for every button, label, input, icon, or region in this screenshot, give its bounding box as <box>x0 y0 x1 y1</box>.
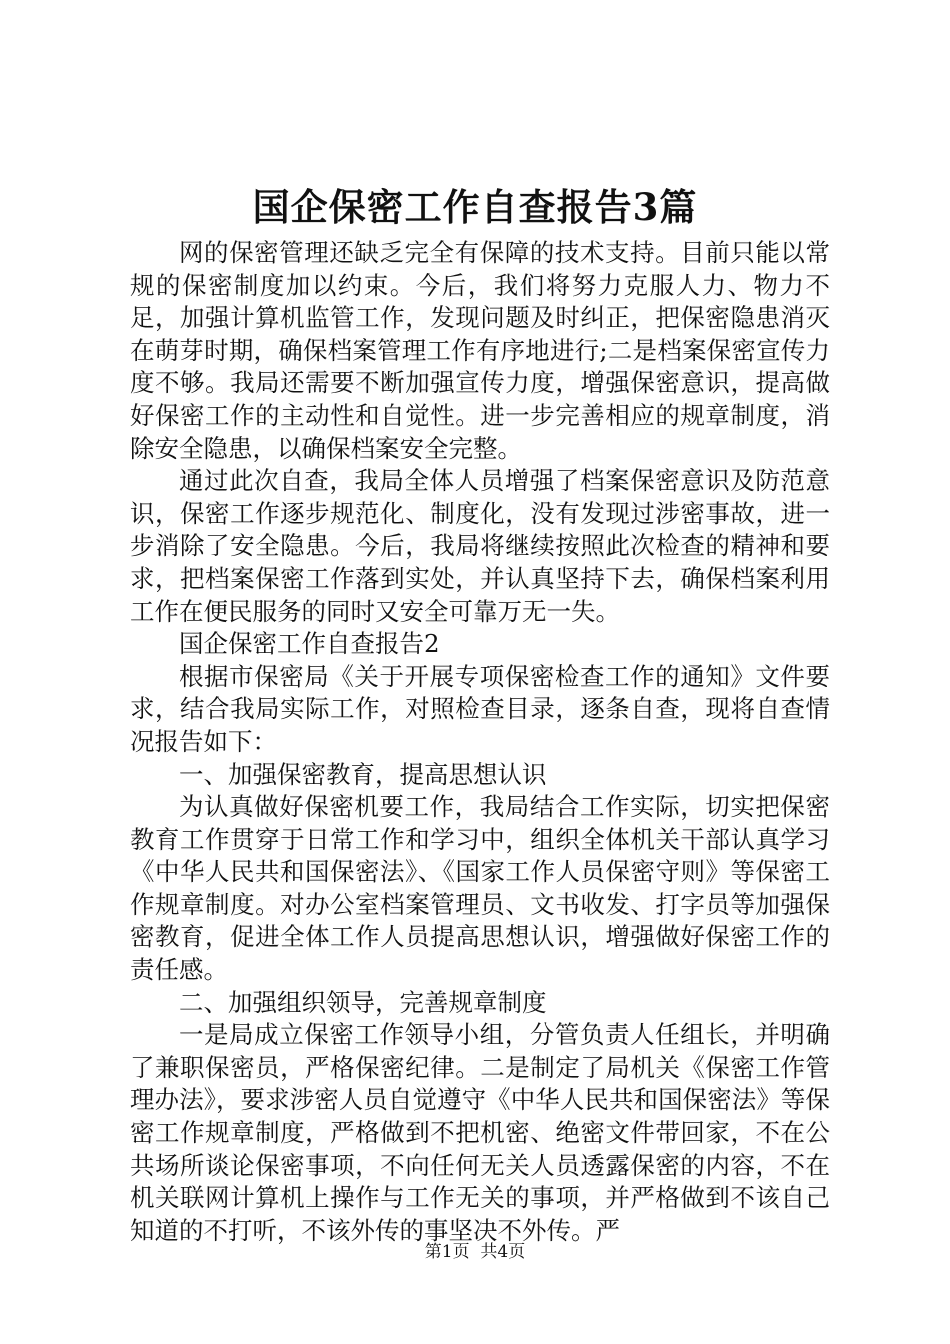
document-body <box>130 237 830 1247</box>
page-number: 第1页 <box>424 1242 470 1262</box>
paragraph: 为认真做好保密机要工作，我局结合工作实际，切实把保密教育工作贯穿于日常工作和学习中，组织全体机关干部认真学习《中华人民共和国保密法》、《国家工作人员保密守则》等保密工作规章制度。对办公室档案管理员、文书收发、打字员等加强保密教育，促进全体工作人员提高思想认识，增强做好保密工作的责任感。 <box>130 792 830 985</box>
page-footer <box>0 1240 950 1264</box>
section-heading: 二、加强组织领导，完善规章制度 <box>179 987 547 1017</box>
section-heading: 一、加强保密教育，提高思想认识 <box>179 759 547 789</box>
paragraph: 网的保密管理还缺乏完全有保障的技术支持。目前只能以常规的保密制度加以约束。今后，我们将努力克服人力、物力不足，加强计算机监管工作，发现问题及时纠正，把保密隐患消灭在萌芽时期，确保档案管理工作有序地进行;二是档案保密宣传力度不够。我局还需要不断加强宣传力度，增强保密意识，提高做好保密工作的主动性和自觉性。进一步完善相应的规章制度，消除安全隐患，以确保档案安全完整。 <box>130 238 830 463</box>
section-heading: 国企保密工作自查报告2 <box>179 629 440 659</box>
paragraph: 根据市保密局《关于开展专项保密检查工作的通知》文件要求，结合我局实际工作，对照检查目录，逐条自查，现将自查情况报告如下： <box>130 661 830 756</box>
paragraph: 一是局成立保密工作领导小组，分管负责人任组长，并明确了兼职保密员，严格保密纪律。二是制定了局机关《保密工作管理办法》，要求涉密人员自觉遵守《中华人民共和国保密法》等保密工作规章制度，严格做到不把机密、绝密文件带回家，不在公共场所谈论保密事项，不向任何无关人员透露保密的内容，不在机关联网计算机上操作与工作无关的事项，并严格做到不该自己知道的不打听，不该外传的事坚决不外传。严 <box>130 1020 830 1245</box>
document-title: 国企保密工作自查报告3篇 <box>252 185 698 229</box>
page-total: 共4页 <box>480 1242 526 1262</box>
paragraph: 通过此次自查，我局全体人员增强了档案保密意识及防范意识，保密工作逐步规范化、制度化，没有发现过涉密事故，进一步消除了安全隐患。今后，我局将继续按照此次检查的精神和要求，把档案保密工作落到实处，并认真坚持下去，确保档案利用工作在便民服务的同时又安全可靠万无一失。 <box>130 466 830 626</box>
